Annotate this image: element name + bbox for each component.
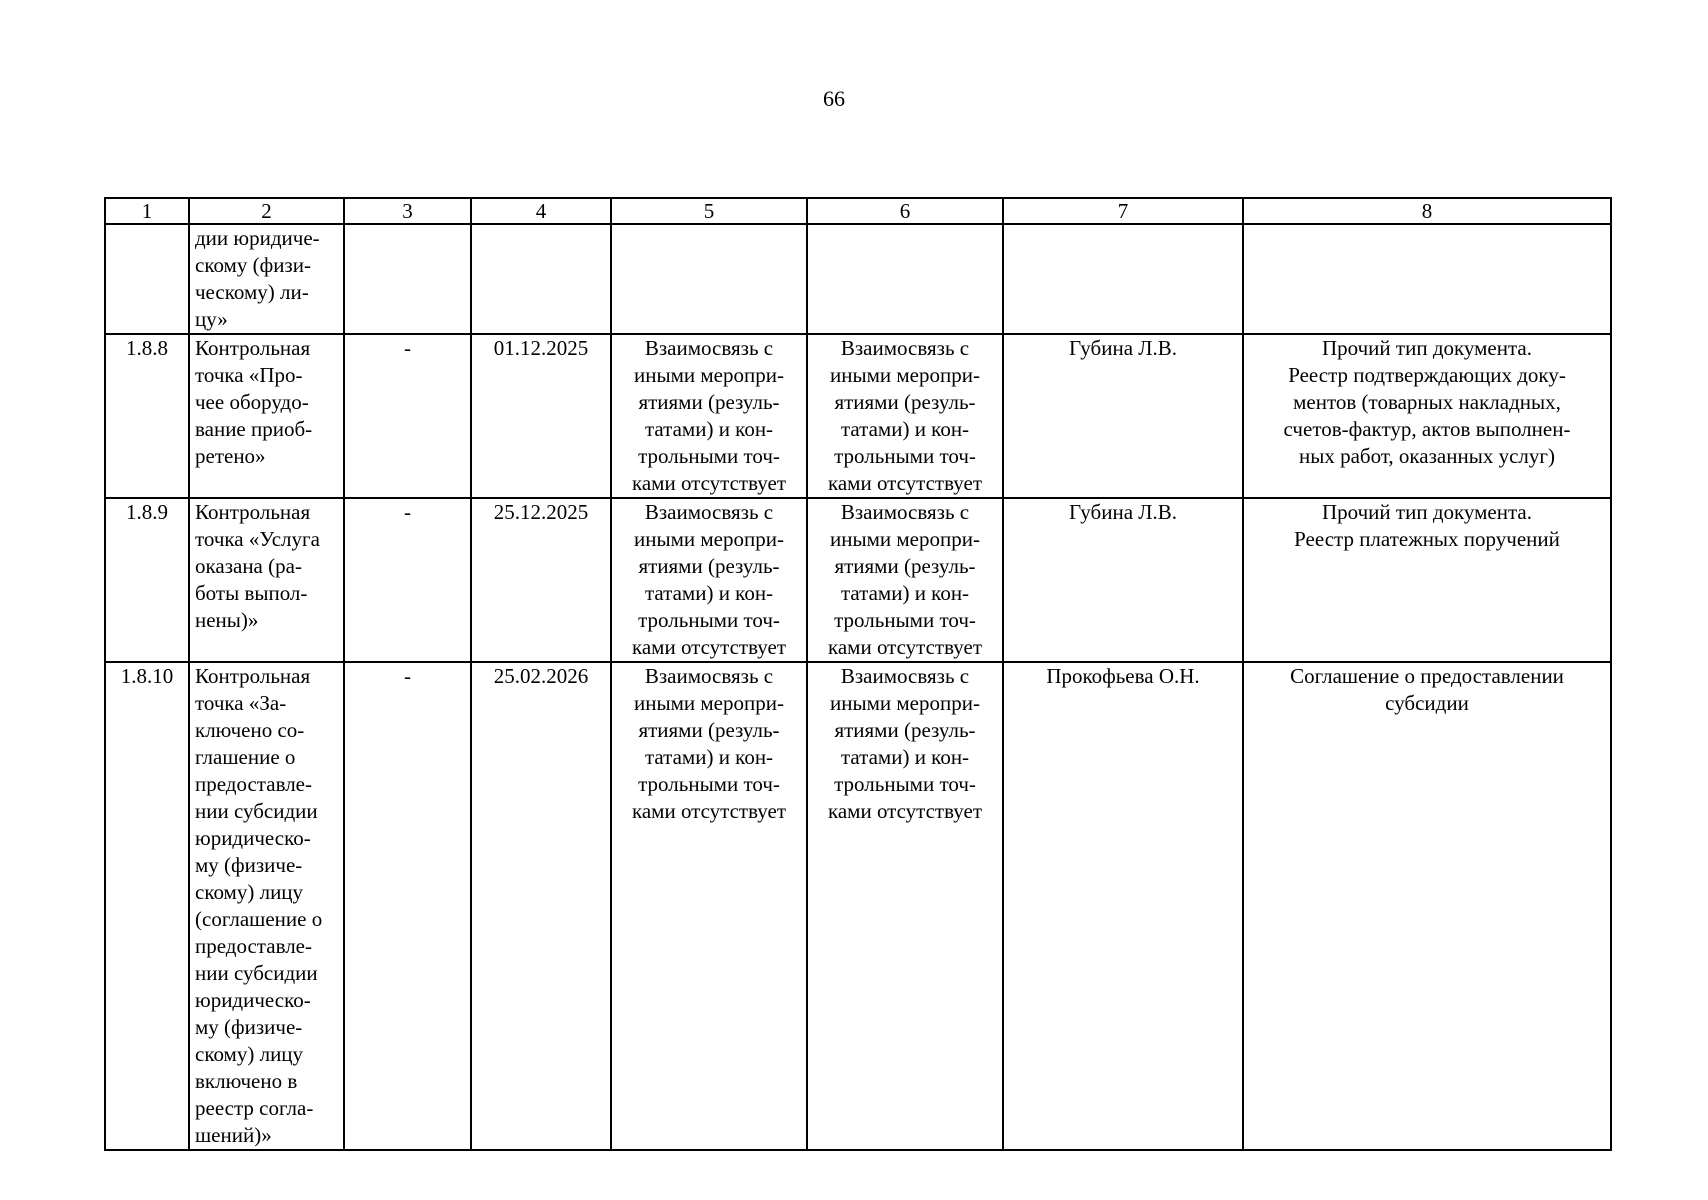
control-point-name-line: ключено со- [195,718,305,742]
control-point-name-line: боты выпол- [195,581,308,605]
control-point-name-line: реестр согла- [195,1096,314,1120]
deadline-date: 25.02.2026 [471,662,611,1150]
document-type [1243,334,1611,498]
relationship-text [807,498,1003,662]
relationship-text [611,334,807,498]
column-header-1: 1 [105,198,189,224]
column-3-value [344,224,471,334]
column-3-value: - [344,334,471,498]
control-point-name-line: Контрольная [195,500,311,524]
relationship-text-line: Взаимосвязь с [644,336,774,360]
relationship-text-line: ками отсутствует [827,635,983,659]
control-point-name-line: Контрольная [195,664,311,688]
relationship-text-line: ками отсутствует [631,471,787,495]
control-point-name-line: вание приоб- [195,417,313,441]
deadline-date: 25.12.2025 [471,498,611,662]
control-point-name-line: скому) лицу [195,880,304,904]
relationship-text-line: иными меропри- [634,691,784,715]
control-point-name [189,334,344,498]
table-body [105,224,1611,1150]
page-number: 66 [823,86,845,111]
relationship-text [611,498,807,662]
document-type-line: Прочий тип документа. [1322,500,1532,524]
responsible-person: Губина Л.В. [1003,334,1243,498]
row-number: 1.8.8 [105,334,189,498]
column-header-5: 5 [611,198,807,224]
relationship-text-line: Взаимосвязь с [840,336,970,360]
control-point-name-line: точка «Про- [195,363,303,387]
relationship-text-line: ками отсутствует [827,799,983,823]
control-point-name [189,224,344,334]
control-point-name-line: скому (физи- [195,253,311,277]
relationship-text-line: трольными точ- [834,444,976,468]
column-header-3: 3 [344,198,471,224]
relationship-text-line: ятиями (резуль- [834,718,976,742]
control-point-name-line: предоставле- [195,772,312,796]
relationship-text-line: Взаимосвязь с [840,664,970,688]
relationship-text [611,224,807,334]
table-row [105,662,1611,1150]
control-point-name-line: му (физиче- [195,1015,303,1039]
control-point-name-line: ретено» [195,444,266,468]
responsible-person: Губина Л.В. [1003,498,1243,662]
control-point-name-line: юридическо- [195,988,311,1012]
relationship-text-line: татами) и кон- [840,581,970,605]
column-header-8: 8 [1243,198,1611,224]
relationship-text-line: трольными точ- [638,444,780,468]
relationship-text-line: трольными точ- [638,772,780,796]
responsible-person [1003,224,1243,334]
table-row [105,224,1611,334]
column-header-2: 2 [189,198,344,224]
relationship-text-line: ками отсутствует [631,635,787,659]
control-point-name-line: нии субсидии [195,799,318,823]
relationship-text-line: иными меропри- [830,527,980,551]
relationship-text-line: Взаимосвязь с [644,664,774,688]
column-header-7: 7 [1003,198,1243,224]
control-point-name [189,498,344,662]
row-number: 1.8.9 [105,498,189,662]
column-3-value: - [344,662,471,1150]
deadline-date [471,224,611,334]
document-type-line: ных работ, оказанных услуг) [1299,444,1555,468]
control-point-name-line: нены)» [195,608,259,632]
control-point-name-line: оказана (ра- [195,554,302,578]
document-type-line: счетов-фактур, актов выполнен- [1283,417,1571,441]
column-header-6: 6 [807,198,1003,224]
relationship-text-line: ятиями (резуль- [834,554,976,578]
document-type [1243,662,1611,1150]
relationship-text-line: татами) и кон- [644,417,774,441]
table-row [105,334,1611,498]
control-point-name-line: шений)» [195,1123,272,1147]
control-point-name-line: включено в [195,1069,298,1093]
relationship-text-line: трольными точ- [834,772,976,796]
control-point-name-line: (соглашение о [195,907,323,931]
relationship-text [807,334,1003,498]
relationship-text-line: ятиями (резуль- [638,718,780,742]
document-type-line: субсидии [1385,691,1469,715]
relationship-text-line: татами) и кон- [840,745,970,769]
document-type-line: Реестр подтверждающих доку- [1288,363,1566,387]
relationship-text [807,662,1003,1150]
document-type-line: ментов (товарных накладных, [1293,390,1561,414]
control-point-name-line: цу» [195,307,228,331]
row-number [105,224,189,334]
relationship-text-line: татами) и кон- [644,581,774,605]
document-type-line: Прочий тип документа. [1322,336,1532,360]
control-point-name-line: точка «Услуга [195,527,320,551]
control-point-name-line: юридическо- [195,826,311,850]
deadline-date: 01.12.2025 [471,334,611,498]
responsible-person: Прокофьева О.Н. [1003,662,1243,1150]
control-point-name-line: скому) лицу [195,1042,304,1066]
column-3-value: - [344,498,471,662]
control-point-name-line: ческому) ли- [195,280,309,304]
relationship-text-line: трольными точ- [834,608,976,632]
header-row [105,198,1611,224]
document-type-line: Соглашение о предоставлении [1290,664,1564,688]
relationship-text-line: ятиями (резуль- [638,554,780,578]
control-point-name-line: предоставле- [195,934,312,958]
control-point-name-line: дии юридиче- [195,226,320,250]
column-header-4: 4 [471,198,611,224]
relationship-text-line: ками отсутствует [827,471,983,495]
control-point-name-line: чее оборудо- [195,390,309,414]
control-point-name-line: му (физиче- [195,853,303,877]
document-type [1243,224,1611,334]
relationship-text-line: ятиями (резуль- [834,390,976,414]
row-number: 1.8.10 [105,662,189,1150]
relationship-text-line: иными меропри- [634,527,784,551]
relationship-text-line: Взаимосвязь с [840,500,970,524]
relationship-text-line: Взаимосвязь с [644,500,774,524]
document-type [1243,498,1611,662]
relationship-text-line: татами) и кон- [644,745,774,769]
relationship-text-line: ятиями (резуль- [638,390,780,414]
control-points-table [104,197,1612,1151]
document-type-line: Реестр платежных поручений [1294,527,1560,551]
relationship-text-line: ками отсутствует [631,799,787,823]
relationship-text-line: иными меропри- [634,363,784,387]
control-point-name [189,662,344,1150]
relationship-text-line: татами) и кон- [840,417,970,441]
table-row [105,498,1611,662]
control-point-name-line: глашение о [195,745,296,769]
relationship-text [807,224,1003,334]
control-point-name-line: точка «За- [195,691,287,715]
control-point-name-line: нии субсидии [195,961,318,985]
relationship-text [611,662,807,1150]
control-point-name-line: Контрольная [195,336,311,360]
relationship-text-line: трольными точ- [638,608,780,632]
relationship-text-line: иными меропри- [830,691,980,715]
relationship-text-line: иными меропри- [830,363,980,387]
